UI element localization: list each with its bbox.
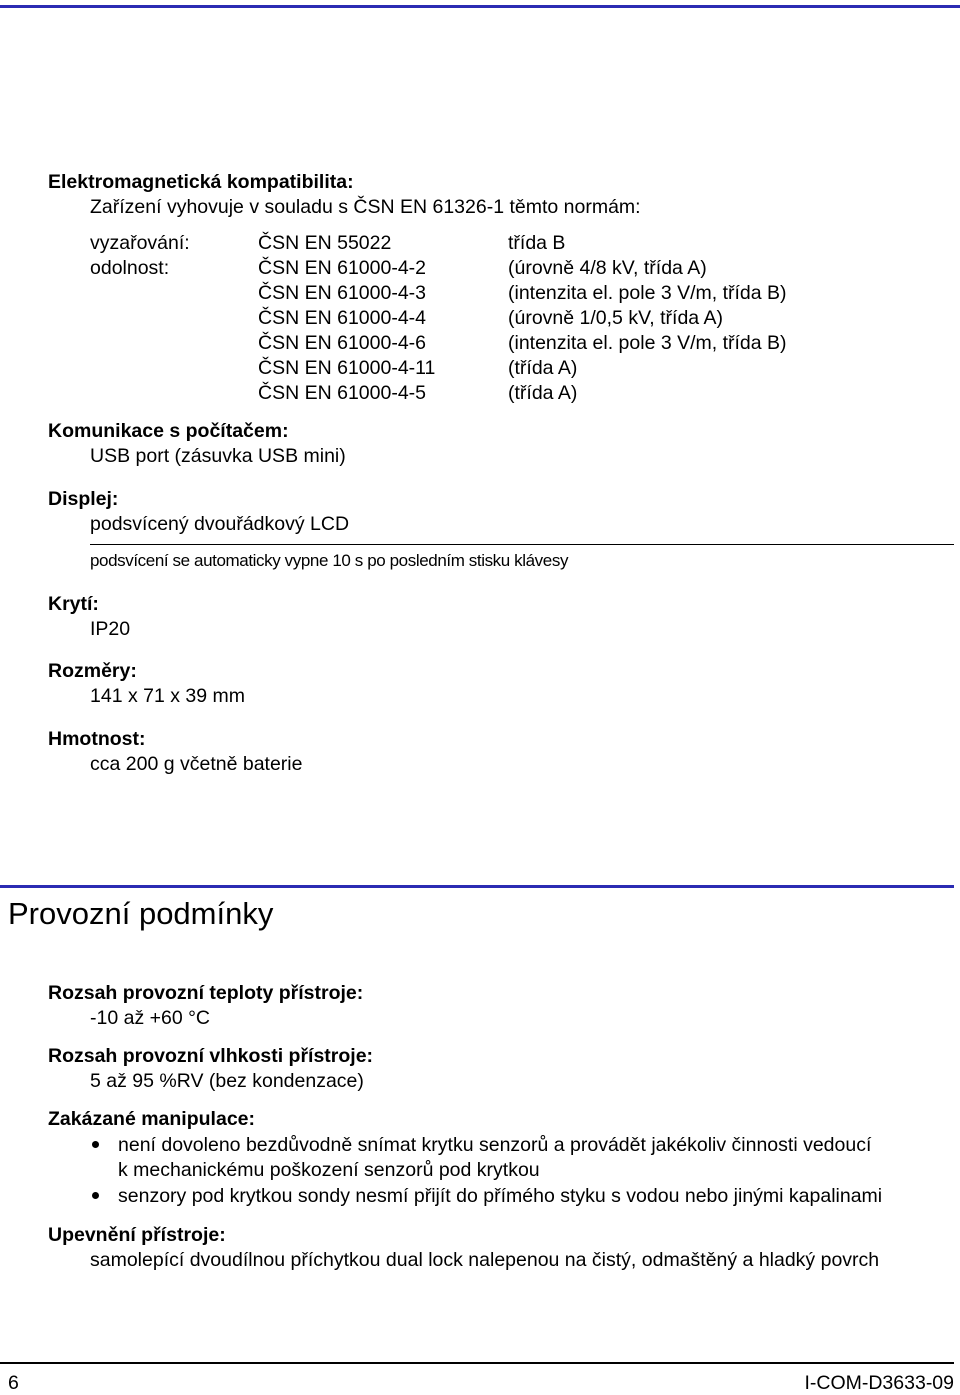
display-value: podsvícený dvouřádkový LCD [90,513,350,535]
forbidden-item-continuation: k mechanickému poškození senzorů pod krytkou [118,1159,540,1181]
dimensions-heading: Rozměry: [48,660,137,682]
emc-row-detail: třída B [508,232,566,254]
display-heading: Displej: [48,488,119,510]
emc-row-detail: (třída A) [508,382,578,404]
document-code: I-COM-D3633-09 [804,1372,954,1394]
humidity-heading: Rozsah provozní vlhkosti přístroje: [48,1045,374,1067]
emc-row-detail: (úrovně 4/8 kV, třída A) [508,257,707,279]
temperature-value: -10 až +60 °C [90,1007,210,1029]
mounting-value: samolepící dvoudílnou příchytkou dual lock nalepenou na čistý, odmaštěný a hladký povrch [90,1249,880,1271]
emc-row-standard: ČSN EN 61000-4-3 [258,282,426,304]
footer-rule [0,1362,954,1364]
bullet-icon [92,1141,99,1148]
section-title: Provozní podmínky [8,896,274,931]
emc-row-detail: (třída A) [508,357,578,379]
protection-heading: Krytí: [48,593,99,615]
forbidden-item: není dovoleno bezdůvodně snímat krytku senzorů a provádět jakékoliv činnosti vedoucí [118,1134,872,1156]
section-rule [0,885,954,888]
dimensions-value: 141 x 71 x 39 mm [90,685,245,707]
emc-row-standard: ČSN EN 61000-4-4 [258,307,426,329]
weight-heading: Hmotnost: [48,728,146,750]
emc-row-standard: ČSN EN 61000-4-2 [258,257,426,279]
humidity-value: 5 až 95 %RV (bez kondenzace) [90,1070,364,1092]
bullet-icon [92,1192,99,1199]
emc-row-standard: ČSN EN 55022 [258,232,392,254]
top-rule [0,5,960,8]
emc-row-detail: (intenzita el. pole 3 V/m, třída B) [508,282,787,304]
emc-intro: Zařízení vyhovuje v souladu s ČSN EN 61326-1 těmto normám: [90,196,641,218]
mounting-heading: Upevnění přístroje: [48,1224,226,1246]
temperature-heading: Rozsah provozní teploty přístroje: [48,982,364,1004]
emc-row-standard: ČSN EN 61000-4-11 [258,357,436,379]
emc-row-standard: ČSN EN 61000-4-5 [258,382,426,404]
communication-heading: Komunikace s počítačem: [48,420,289,442]
emc-row-detail: (intenzita el. pole 3 V/m, třída B) [508,332,787,354]
communication-value: USB port (zásuvka USB mini) [90,445,346,467]
page-number: 6 [8,1372,19,1394]
protection-value: IP20 [90,618,131,640]
forbidden-item: senzory pod krytkou sondy nesmí přijít do přímého styku s vodou nebo jinými kapalinami [118,1185,883,1207]
emc-row-detail: (úrovně 1/0,5 kV, třída A) [508,307,723,329]
emc-row-label: odolnost: [90,257,170,279]
weight-value: cca 200 g včetně baterie [90,753,303,775]
forbidden-heading: Zakázané manipulace: [48,1108,255,1130]
emc-row-standard: ČSN EN 61000-4-6 [258,332,426,354]
emc-heading: Elektromagnetická kompatibilita: [48,171,354,193]
emc-row-label: vyzařování: [90,232,190,254]
note-rule [90,544,954,545]
display-note: podsvícení se automaticky vypne 10 s po posledním stisku klávesy [90,551,569,570]
